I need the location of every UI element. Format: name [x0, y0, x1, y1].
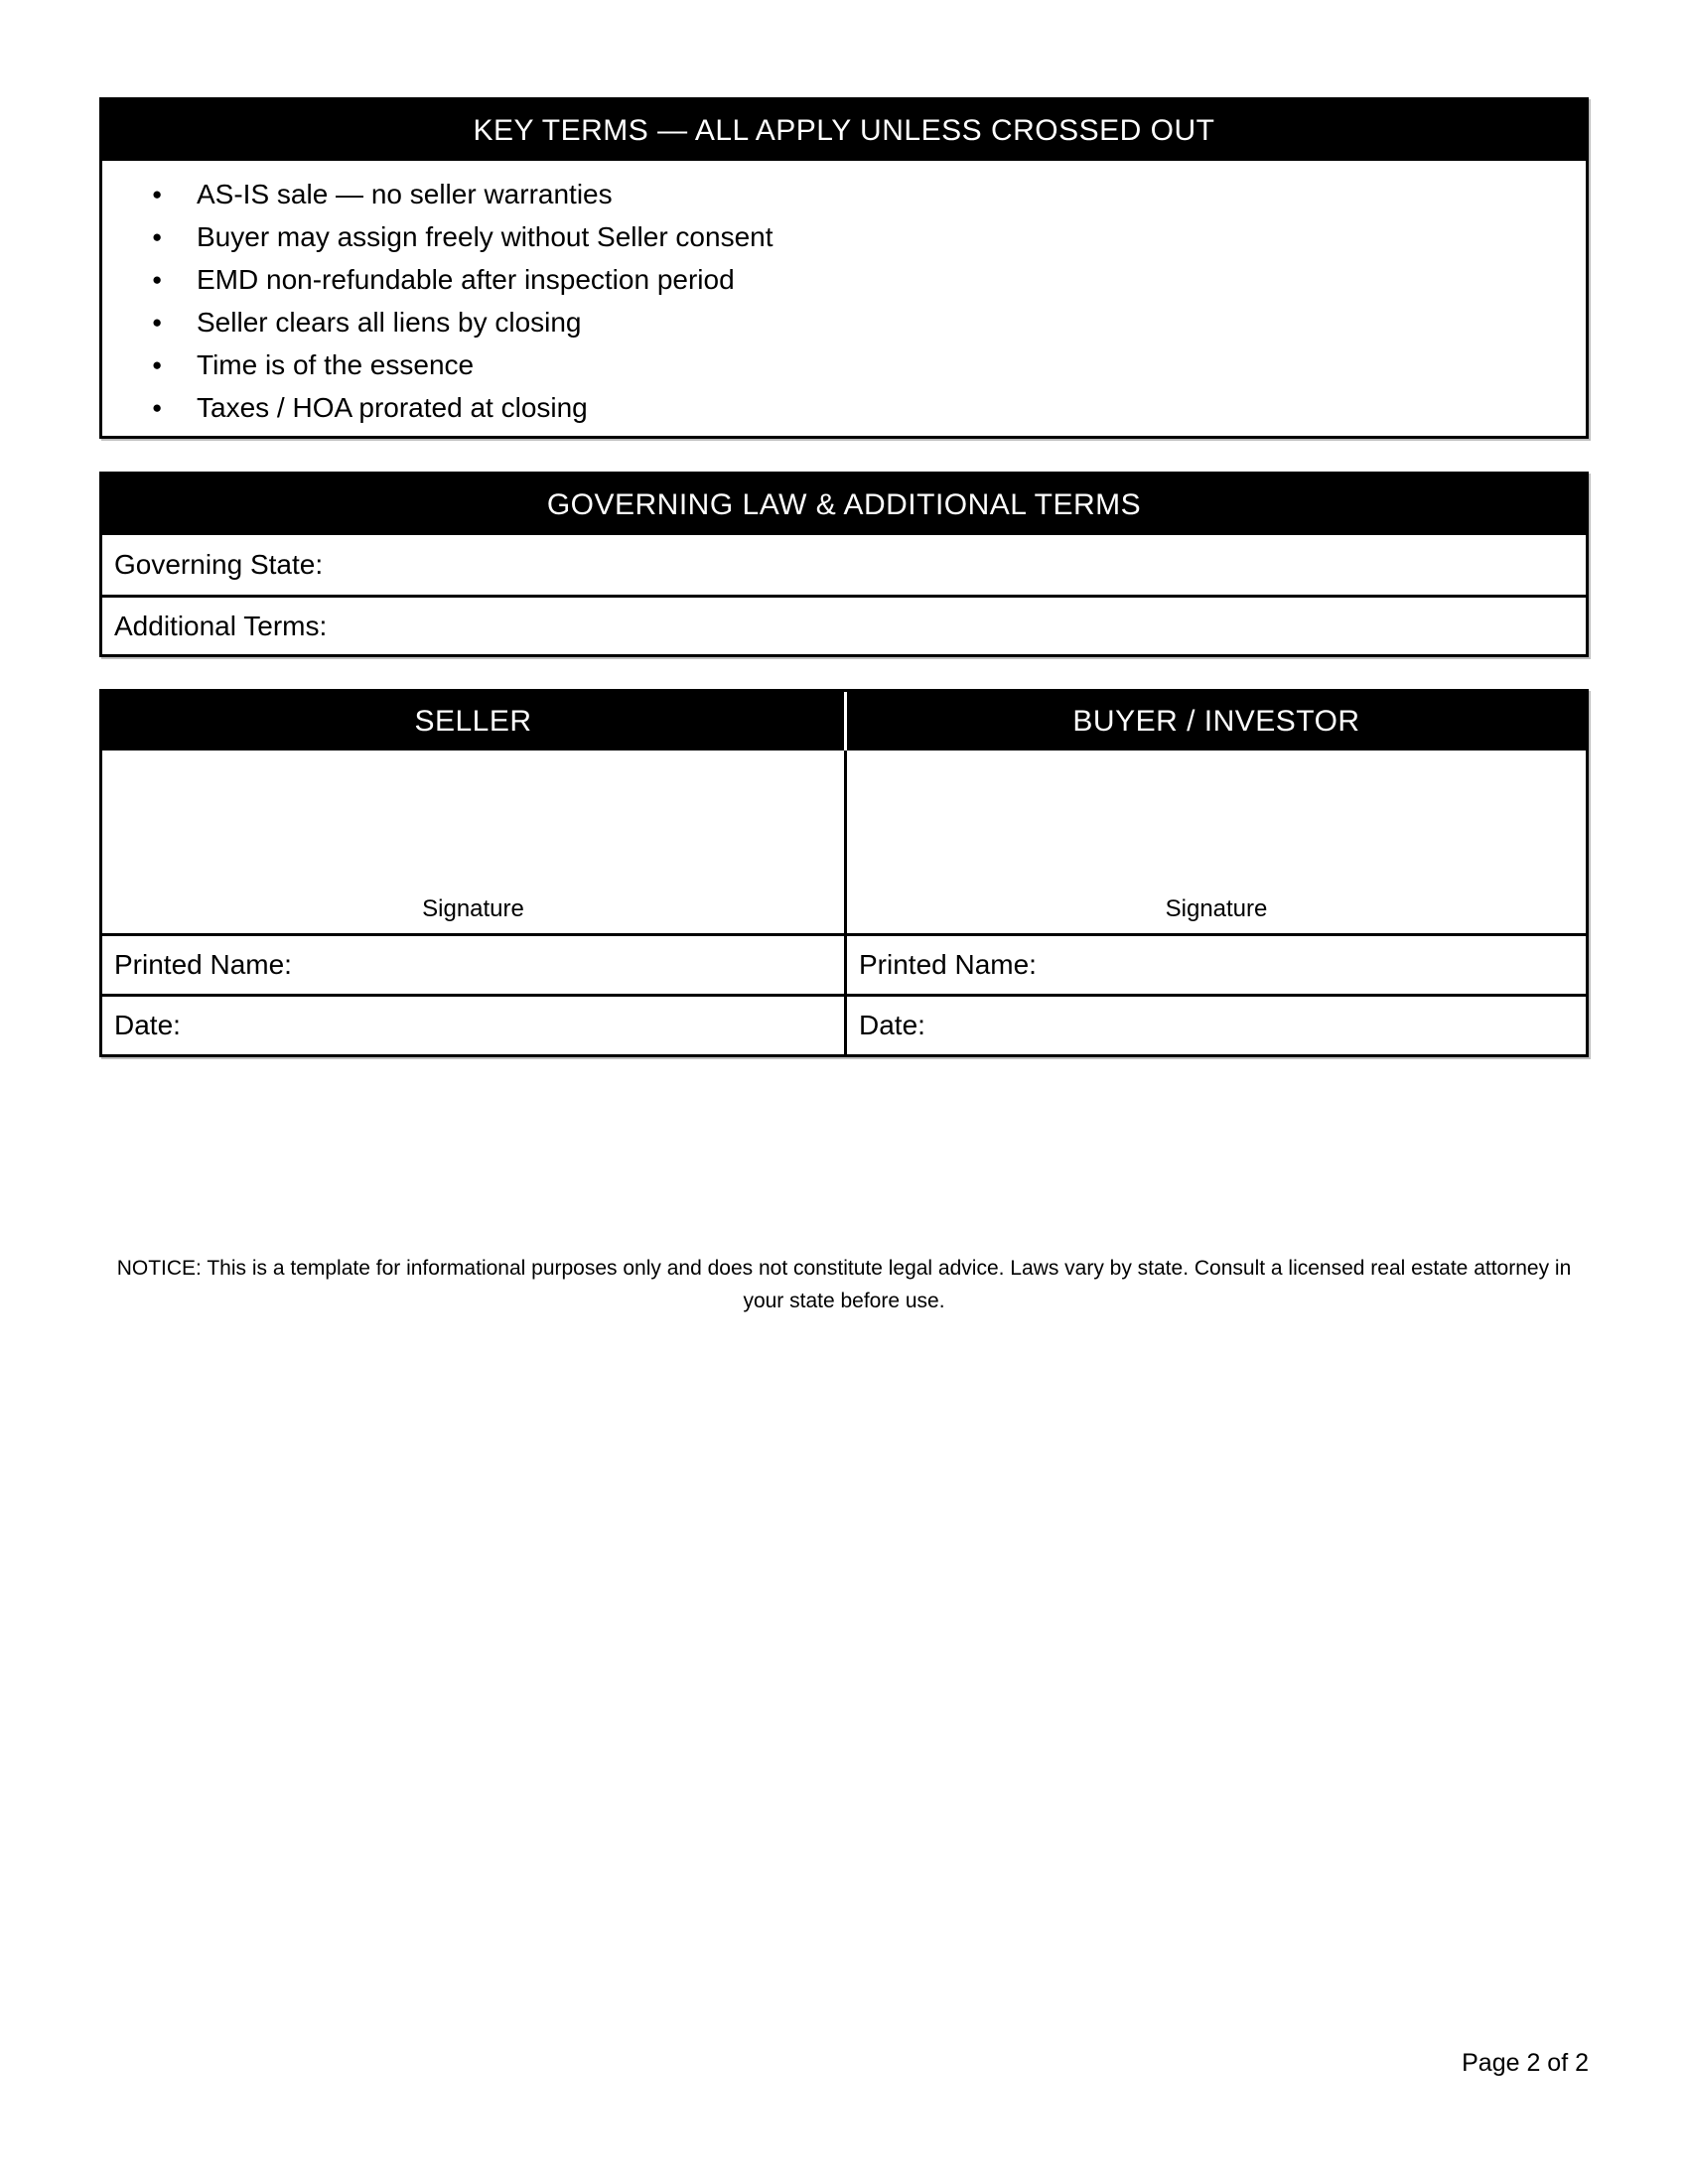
buyer-date-label: Date:: [859, 1010, 925, 1040]
buyer-signature-label: Signature: [1165, 895, 1268, 922]
seller-signature-label: Signature: [422, 895, 524, 922]
key-terms-item: [102, 343, 1586, 386]
governing-law-header: GOVERNING LAW & ADDITIONAL TERMS: [102, 475, 1586, 535]
signature-table: [99, 689, 1589, 1057]
additional-terms-label: Additional Terms:: [114, 610, 328, 641]
document-page: [99, 0, 1589, 1317]
buyer-printed-name-label: Printed Name:: [859, 949, 1037, 980]
bullet-icon: ●: [152, 355, 163, 374]
key-terms-item-text: AS-IS sale — no seller warranties: [197, 179, 613, 209]
seller-date-label: Date:: [114, 1010, 181, 1040]
key-terms-item-text: Time is of the essence: [197, 349, 475, 380]
bullet-icon: ●: [152, 227, 163, 246]
bullet-icon: ●: [152, 185, 163, 204]
key-terms-item: [102, 301, 1586, 343]
buyer-date-row: [844, 994, 1586, 1054]
page-number: Page 2 of 2: [1462, 2049, 1589, 2077]
key-terms-header: KEY TERMS — ALL APPLY UNLESS CROSSED OUT: [102, 100, 1586, 161]
seller-printed-name-row: [102, 933, 844, 994]
key-terms-item-text: Taxes / HOA prorated at closing: [197, 392, 588, 423]
seller-column-header: SELLER: [102, 692, 844, 751]
buyer-printed-name-row: [844, 933, 1586, 994]
key-terms-item: [102, 386, 1586, 429]
key-terms-list: [102, 161, 1586, 436]
key-terms-section: [99, 97, 1589, 439]
bullet-icon: ●: [152, 270, 163, 289]
buyer-signature-cell: [844, 751, 1586, 933]
buyer-column-header: BUYER / INVESTOR: [844, 692, 1586, 751]
key-terms-item-text: Buyer may assign freely without Seller consent: [197, 221, 774, 252]
bullet-icon: ●: [152, 398, 163, 417]
key-terms-item-text: EMD non-refundable after inspection period: [197, 264, 735, 295]
legal-notice-text: NOTICE: This is a template for informational purposes only and does not constitute legal advice. Laws vary by state. Consult a licensed real estate attorney in your state before use.: [116, 1257, 1572, 1312]
additional-terms-row: [102, 595, 1586, 654]
key-terms-item: [102, 258, 1586, 301]
governing-state-row: [102, 535, 1586, 595]
governing-law-section: [99, 472, 1589, 657]
key-terms-item: [102, 173, 1586, 215]
bullet-icon: ●: [152, 313, 163, 332]
seller-date-row: [102, 994, 844, 1054]
key-terms-item-text: Seller clears all liens by closing: [197, 307, 582, 338]
seller-printed-name-label: Printed Name:: [114, 949, 292, 980]
key-terms-item: [102, 215, 1586, 258]
governing-state-label: Governing State:: [114, 549, 324, 580]
seller-signature-cell: [102, 751, 844, 933]
